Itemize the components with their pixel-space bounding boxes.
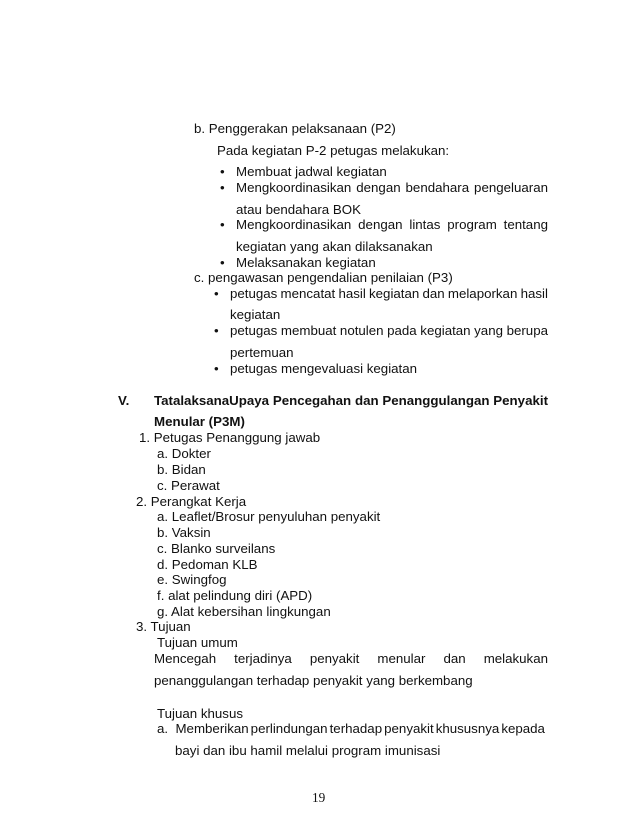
list-item: a. Leaflet/Brosur penyuluhan penyakit [157, 509, 381, 524]
p3-item: • petugas mengevaluasi kegiatan [230, 361, 417, 377]
p2-intro: Pada kegiatan P-2 petugas melakukan: [217, 143, 450, 158]
list-item: e. Swingfog [157, 572, 227, 587]
p2-item: • Mengkoordinasikan dengan lintas program tentang [236, 217, 548, 233]
list-item: c. Perawat [157, 478, 220, 493]
section-title: TatalaksanaUpaya Pencegahan dan Penanggulangan Penyakit [154, 393, 548, 408]
p2-item: • Mengkoordinasikan dengan bendahara pengeluaran [236, 180, 548, 196]
subsection-3-label: 3. Tujuan [136, 619, 191, 634]
p2-item-continued: kegiatan yang akan dilaksanakan [236, 239, 433, 254]
p3-item-continued: kegiatan [230, 307, 281, 322]
tujuan-khusus-label: Tujuan khusus [157, 706, 243, 721]
list-item: g. Alat kebersihan lingkungan [157, 604, 331, 619]
tujuan-khusus-item-continued: bayi dan ibu hamil melalui program imunisasi [175, 743, 441, 758]
p3-item: • petugas membuat notulen pada kegiatan yang berupa [230, 323, 548, 339]
section-title-continued: Menular (P3M) [154, 414, 245, 429]
p3-item-continued: pertemuan [230, 345, 294, 360]
p2-item: • Membuat jadwal kegiatan [236, 164, 387, 180]
list-item: b. Vaksin [157, 525, 211, 540]
subsection-1-label: 1. Petugas Penanggung jawab [139, 430, 321, 445]
p2-heading: b. Penggerakan pelaksanaan (P2) [194, 121, 396, 136]
section-number: V. [118, 393, 130, 408]
page-number: 19 [312, 790, 326, 805]
p3-heading: c. pengawasan pengendalian penilaian (P3) [194, 270, 453, 285]
list-item: d. Pedoman KLB [157, 557, 258, 572]
tujuan-khusus-item: a. Memberikan perlindungan terhadap penyakit khususnya kepada [157, 721, 545, 736]
p2-item-continued: atau bendahara BOK [236, 202, 361, 217]
tujuan-umum-label: Tujuan umum [157, 635, 238, 650]
p3-item: • petugas mencatat hasil kegiatan dan melaporkan hasil [230, 286, 548, 302]
tujuan-umum-text: Mencegah terjadinya penyakit menular dan melakukan [154, 651, 548, 666]
list-item: b. Bidan [157, 462, 206, 477]
list-item: a. Dokter [157, 446, 211, 461]
list-item: c. Blanko surveilans [157, 541, 276, 556]
list-item: f. alat pelindung diri (APD) [157, 588, 313, 603]
subsection-2-label: 2. Perangkat Kerja [136, 494, 247, 509]
tujuan-umum-text-continued: penanggulangan terhadap penyakit yang berkembang [154, 673, 473, 688]
p2-item: • Melaksanakan kegiatan [236, 255, 376, 271]
